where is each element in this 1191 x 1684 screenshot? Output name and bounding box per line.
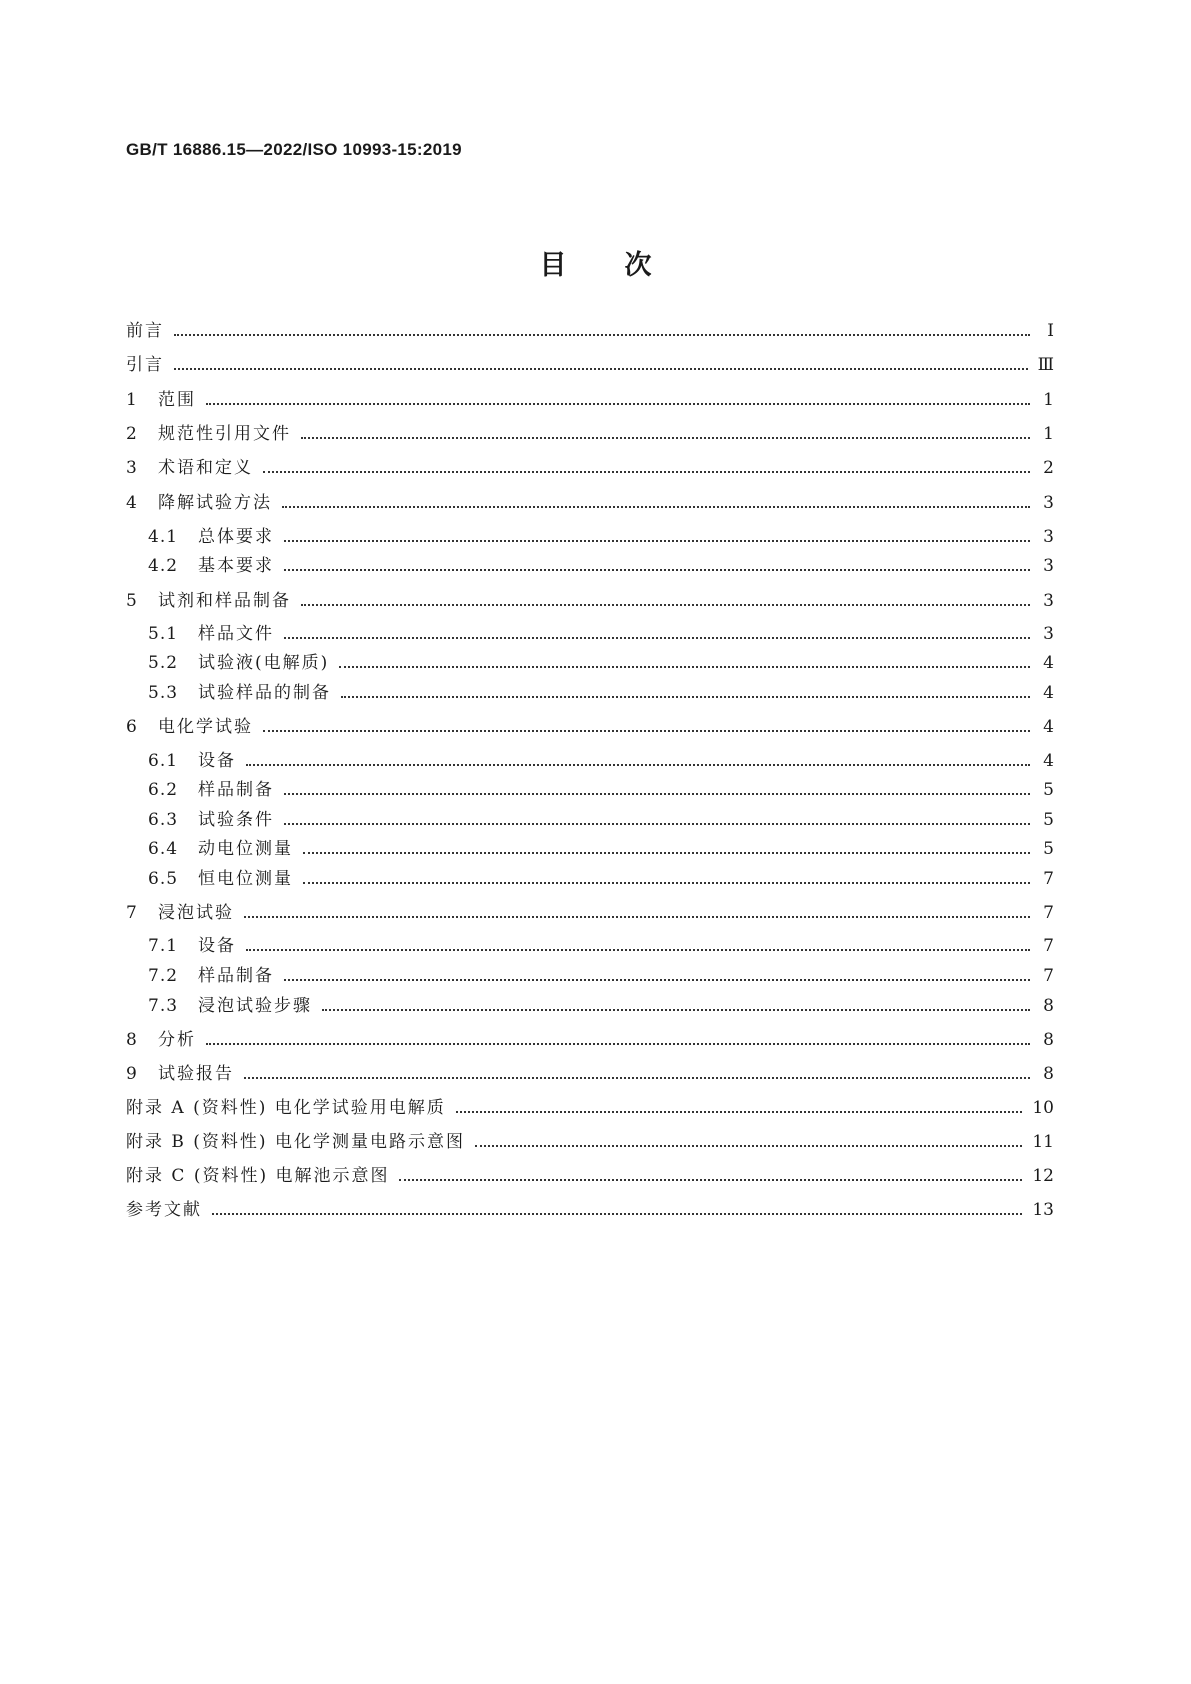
toc-page-number: 8 [1043,996,1054,1016]
toc-entry[interactable] [148,866,1054,890]
toc-page-number: 5 [1043,810,1054,830]
toc-entry[interactable] [148,553,1054,577]
toc-dot-leader [212,1213,1022,1215]
toc-entry-number: 5.2 [148,653,179,673]
toc-entry[interactable] [148,777,1054,801]
toc-dot-leader [301,437,1030,439]
toc-entry[interactable] [148,748,1054,772]
toc-entry[interactable] [126,1129,1054,1153]
toc-entry-label: 总体要求 [198,527,274,547]
toc-dot-leader [263,730,1030,732]
toc-page-number: Ⅰ [1047,321,1054,341]
toc-dot-leader [174,368,1028,370]
toc-entry[interactable] [126,1061,1054,1085]
toc-entry-number: 4.2 [148,556,179,576]
toc-page-number: 10 [1032,1098,1054,1118]
toc-entry[interactable] [148,836,1054,860]
toc-entry-number: 5 [126,591,138,611]
toc-entry-label: 试剂和样品制备 [158,591,291,611]
toc-entry[interactable] [126,714,1054,738]
toc-entry-number: 8 [126,1030,138,1050]
toc-entry-label: 设备 [198,751,236,771]
toc-entry-label: 恒电位测量 [198,869,293,889]
toc-entry-label: 附录 A (资料性) 电化学试验用电解质 [126,1098,446,1118]
toc-page-number: 5 [1043,780,1054,800]
toc-entry[interactable] [126,352,1054,376]
toc-entry[interactable] [148,680,1054,704]
toc-page-number: 4 [1043,653,1054,673]
toc-entry-number: 5.3 [148,683,179,703]
toc-entry-label: 试验报告 [158,1064,234,1084]
toc-entry-number: 6.4 [148,839,179,859]
toc-entry-label: 设备 [198,936,236,956]
toc-page-number: 4 [1043,751,1054,771]
toc-entry-label: 附录 C (资料性) 电解池示意图 [126,1166,390,1186]
toc-dot-leader [246,764,1030,766]
toc-entry[interactable] [126,421,1054,445]
toc-page-number: 7 [1043,869,1054,889]
toc-page-number: 8 [1043,1030,1054,1050]
toc-dot-leader [282,506,1030,508]
toc-dot-leader [456,1111,1023,1113]
standard-code-header: GB/T 16886.15—2022/ISO 10993-15:2019 [126,140,462,159]
toc-dot-leader [341,696,1030,698]
title-char-2: 次 [624,250,652,281]
toc-entry[interactable] [126,1163,1054,1187]
toc-entry-label: 样品制备 [198,780,274,800]
toc-dot-leader [475,1145,1022,1147]
toc-dot-leader [399,1179,1022,1181]
toc-entry-number: 1 [126,390,138,410]
toc-entry-label: 试验条件 [198,810,274,830]
toc-dot-leader [284,569,1030,571]
toc-entry-number: 6.5 [148,869,179,889]
toc-page-number: 5 [1043,839,1054,859]
toc-page-number: 2 [1043,458,1054,478]
toc-entry-label: 试验液(电解质) [198,653,330,673]
toc-entry[interactable] [148,524,1054,548]
toc-entry-number: 6.2 [148,780,179,800]
toc-dot-leader [303,852,1030,854]
toc-page-number: 11 [1032,1132,1054,1152]
toc-page-number: 3 [1043,493,1054,513]
toc-page-number: 3 [1043,624,1054,644]
toc-entry[interactable] [126,387,1054,411]
toc-dot-leader [206,403,1030,405]
toc-page-number: 7 [1043,936,1054,956]
toc-entry-label: 基本要求 [198,556,274,576]
toc-entry-number: 6 [126,717,138,737]
toc-dot-leader [301,604,1030,606]
toc-entry-number: 7.1 [148,936,179,956]
toc-entry-label: 前言 [126,321,164,341]
toc-entry[interactable] [148,650,1054,674]
toc-entry[interactable] [126,318,1054,342]
toc-entry[interactable] [148,933,1054,957]
toc-page-number: 3 [1043,556,1054,576]
toc-entry-number: 4 [126,493,138,513]
toc-entry[interactable] [126,490,1054,514]
toc-entry-label: 浸泡试验 [158,903,234,923]
toc-dot-leader [284,823,1030,825]
toc-entry-number: 6.1 [148,751,179,771]
toc-page-number: 4 [1043,683,1054,703]
toc-dot-leader [339,666,1030,668]
toc-entry-label: 参考文献 [126,1200,202,1220]
toc-dot-leader [284,979,1030,981]
toc-entry[interactable] [126,1197,1054,1221]
toc-page-number: 3 [1043,527,1054,547]
toc-dot-leader [244,1077,1030,1079]
toc-dot-leader [244,916,1030,918]
toc-page-number: 4 [1043,717,1054,737]
toc-entry-label: 术语和定义 [158,458,253,478]
toc-entry[interactable] [126,588,1054,612]
toc-entry-number: 9 [126,1064,138,1084]
toc-entry[interactable] [126,1095,1054,1119]
toc-page-number: 7 [1043,966,1054,986]
toc-page-number: 12 [1032,1166,1054,1186]
toc-dot-leader [284,793,1030,795]
toc-entry-label: 降解试验方法 [158,493,272,513]
toc-entry-number: 7.3 [148,996,179,1016]
toc-page-number: 13 [1032,1200,1054,1220]
toc-entry-number: 7.2 [148,966,179,986]
toc-dot-leader [303,882,1030,884]
toc-entry[interactable] [148,621,1054,645]
toc-page-number: 8 [1043,1064,1054,1084]
title-char-1: 目 [539,250,567,281]
toc-entry-label: 分析 [158,1030,196,1050]
toc-entry-number: 3 [126,458,138,478]
toc-entry[interactable] [148,807,1054,831]
toc-page-number: Ⅲ [1037,355,1054,375]
toc-entry-number: 6.3 [148,810,179,830]
toc-page-number: 1 [1043,390,1054,410]
toc-entry[interactable] [126,455,1054,479]
toc-dot-leader [206,1043,1030,1045]
toc-page-number: 1 [1043,424,1054,444]
toc-entry-label: 引言 [126,355,164,375]
toc-entry-label: 浸泡试验步骤 [198,996,312,1016]
toc-entry-number: 7 [126,903,138,923]
toc-entry-label: 样品制备 [198,966,274,986]
toc-page-number: 3 [1043,591,1054,611]
toc-entry[interactable] [126,900,1054,924]
toc-dot-leader [246,949,1030,951]
page-title [0,243,1191,282]
toc-dot-leader [284,637,1030,639]
toc-dot-leader [284,540,1030,542]
toc-dot-leader [263,471,1030,473]
toc-entry-label: 范围 [158,390,196,410]
toc-dot-leader [322,1009,1030,1011]
toc-entry-number: 5.1 [148,624,179,644]
toc-entry-label: 试验样品的制备 [198,683,331,703]
toc-entry[interactable] [148,993,1054,1017]
toc-entry[interactable] [126,1027,1054,1051]
toc-page-number: 7 [1043,903,1054,923]
toc-entry-label: 附录 B (资料性) 电化学测量电路示意图 [126,1132,465,1152]
toc-entry-number: 4.1 [148,527,179,547]
toc-dot-leader [174,334,1030,336]
toc-entry-label: 动电位测量 [198,839,293,859]
toc-entry-label: 样品文件 [198,624,274,644]
toc-entry[interactable] [148,963,1054,987]
toc-entry-number: 2 [126,424,138,444]
toc-entry-label: 电化学试验 [158,717,253,737]
toc-entry-label: 规范性引用文件 [158,424,291,444]
